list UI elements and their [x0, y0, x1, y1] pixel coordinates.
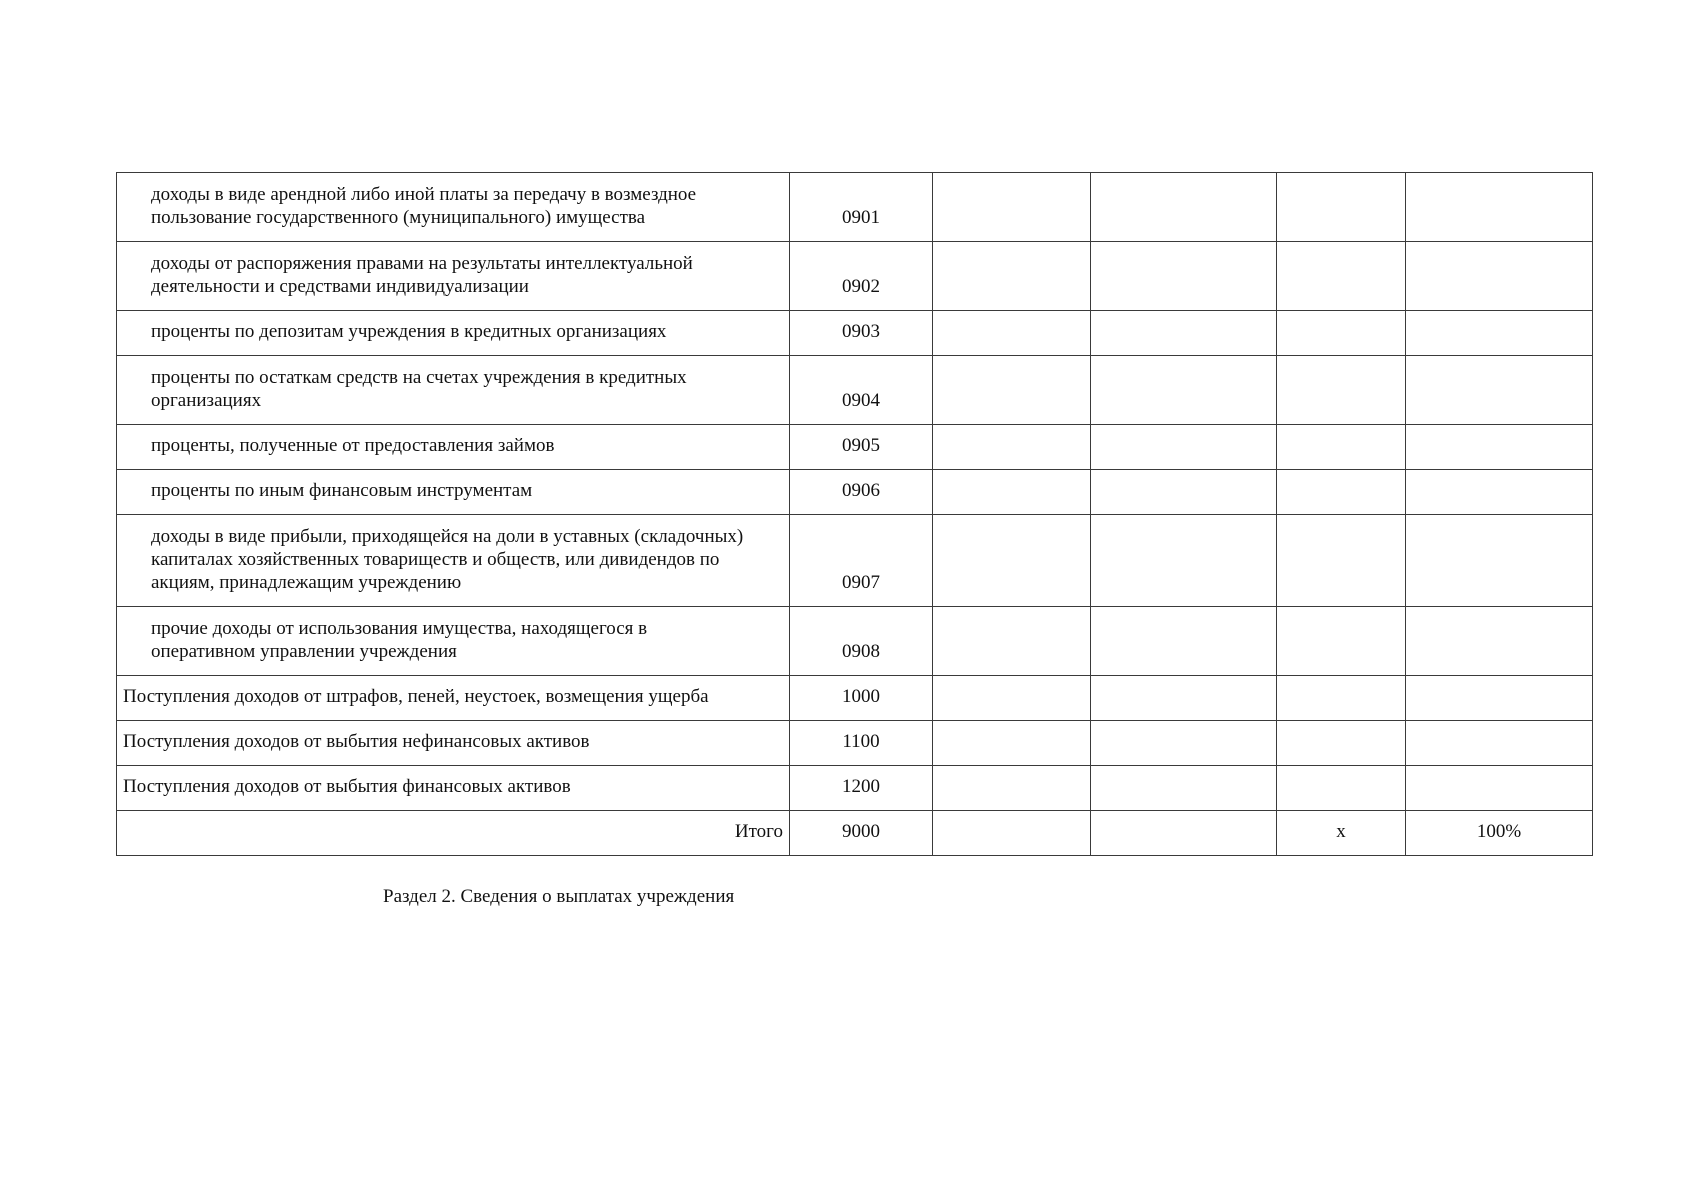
value-cell	[1277, 515, 1406, 607]
row-code-cell	[790, 242, 933, 311]
value-cell	[1277, 607, 1406, 676]
value-cell	[1091, 242, 1277, 311]
value-cell	[1091, 515, 1277, 607]
row-label: проценты по иным финансовым инструментам	[151, 480, 533, 501]
value-cell	[1091, 173, 1277, 242]
row-label: Поступления доходов от выбытия нефинансовых активов	[123, 731, 590, 752]
table-row	[117, 311, 1593, 356]
row-label: Поступления доходов от штрафов, пеней, неустоек, возмещения ущерба	[123, 686, 709, 707]
value-cell	[1406, 721, 1593, 766]
row-code: 0901	[842, 207, 880, 228]
row-label: доходы в виде арендной либо иной платы за передачу в возмездное пользование государственного (муниципального) имущества	[151, 184, 697, 228]
value-cell	[1091, 425, 1277, 470]
row-code-cell	[790, 311, 933, 356]
row-label-cell	[117, 607, 790, 676]
row-code-cell	[790, 425, 933, 470]
income-table	[116, 172, 1593, 856]
row-label-cell	[117, 311, 790, 356]
table-row	[117, 766, 1593, 811]
total-row	[117, 811, 1593, 856]
value-cell	[1277, 676, 1406, 721]
row-code: 0906	[842, 480, 880, 501]
value-cell	[933, 173, 1091, 242]
total-mark: x	[1336, 821, 1346, 842]
row-label: проценты, полученные от предоставления займов	[151, 435, 555, 456]
row-label: Поступления доходов от выбытия финансовых активов	[123, 776, 571, 797]
value-cell	[933, 470, 1091, 515]
value-cell	[1091, 721, 1277, 766]
value-cell	[933, 515, 1091, 607]
value-cell	[1277, 721, 1406, 766]
value-cell	[1091, 311, 1277, 356]
value-cell	[1406, 311, 1593, 356]
value-cell	[933, 607, 1091, 676]
total-label-cell	[117, 811, 790, 856]
row-code-cell	[790, 515, 933, 607]
value-cell	[933, 242, 1091, 311]
value-cell	[1277, 470, 1406, 515]
table-row	[117, 676, 1593, 721]
row-code-cell	[790, 676, 933, 721]
value-cell	[1406, 173, 1593, 242]
table-row	[117, 721, 1593, 766]
row-code: 1100	[842, 731, 880, 752]
total-label: Итого	[734, 821, 783, 842]
table-row	[117, 173, 1593, 242]
row-label-cell	[117, 173, 790, 242]
row-label-cell	[117, 425, 790, 470]
row-code-cell	[790, 356, 933, 425]
value-cell	[1406, 425, 1593, 470]
value-cell	[1277, 766, 1406, 811]
table-row	[117, 470, 1593, 515]
value-cell	[933, 425, 1091, 470]
row-label-cell	[117, 470, 790, 515]
table-row	[117, 515, 1593, 607]
row-label-cell	[117, 242, 790, 311]
row-code-cell	[790, 721, 933, 766]
value-cell	[1277, 242, 1406, 311]
value-cell	[1406, 242, 1593, 311]
table-row	[117, 607, 1593, 676]
row-code: 0903	[842, 321, 880, 342]
row-label: прочие доходы от использования имущества, находящегося в оперативном управлении учреждения	[151, 618, 648, 662]
row-code: 0908	[842, 641, 880, 662]
row-code: 0902	[842, 276, 880, 297]
row-code: 0905	[842, 435, 880, 456]
value-cell	[1277, 311, 1406, 356]
table-row	[117, 242, 1593, 311]
total-mark-cell	[1277, 811, 1406, 856]
row-code: 1000	[842, 686, 880, 707]
value-cell	[933, 766, 1091, 811]
value-cell	[1406, 470, 1593, 515]
value-cell	[933, 721, 1091, 766]
row-label-cell	[117, 356, 790, 425]
row-label: проценты по депозитам учреждения в кредитных организациях	[151, 321, 667, 342]
value-cell	[1277, 425, 1406, 470]
row-code-cell	[790, 173, 933, 242]
row-label-cell	[117, 766, 790, 811]
row-code: 0904	[842, 390, 880, 411]
value-cell	[1406, 607, 1593, 676]
value-cell	[1277, 173, 1406, 242]
value-cell	[1091, 676, 1277, 721]
row-code-cell	[790, 766, 933, 811]
table-row	[117, 356, 1593, 425]
value-cell	[1091, 607, 1277, 676]
row-label: доходы от распоряжения правами на результаты интеллектуальной деятельности и средствами индивидуализации	[151, 253, 693, 297]
value-cell	[1406, 766, 1593, 811]
row-label: проценты по остаткам средств на счетах учреждения в кредитных организациях	[151, 367, 687, 411]
row-code: 1200	[842, 776, 880, 797]
table-row	[117, 425, 1593, 470]
row-label: доходы в виде прибыли, приходящейся на доли в уставных (складочных) капиталах хозяйственных товариществ и обществ, или дивидендов по акциям, принадлежащим учреждению	[151, 526, 744, 593]
value-cell	[1406, 676, 1593, 721]
value-cell	[1091, 356, 1277, 425]
value-cell	[1406, 515, 1593, 607]
value-cell	[933, 311, 1091, 356]
row-code-cell	[790, 470, 933, 515]
value-cell	[1277, 356, 1406, 425]
value-cell	[933, 356, 1091, 425]
row-code-cell	[790, 607, 933, 676]
value-cell	[1406, 356, 1593, 425]
value-cell	[933, 811, 1091, 856]
value-cell	[1091, 766, 1277, 811]
total-code: 9000	[842, 821, 880, 842]
row-label-cell	[117, 676, 790, 721]
row-code: 0907	[842, 572, 880, 593]
value-cell	[933, 676, 1091, 721]
value-cell	[1091, 470, 1277, 515]
total-code-cell	[790, 811, 933, 856]
total-percent: 100%	[1476, 821, 1522, 842]
row-label-cell	[117, 721, 790, 766]
total-percent-cell	[1406, 811, 1593, 856]
section-heading: Раздел 2. Сведения о выплатах учреждения	[383, 886, 735, 907]
value-cell	[1091, 811, 1277, 856]
row-label-cell	[117, 515, 790, 607]
